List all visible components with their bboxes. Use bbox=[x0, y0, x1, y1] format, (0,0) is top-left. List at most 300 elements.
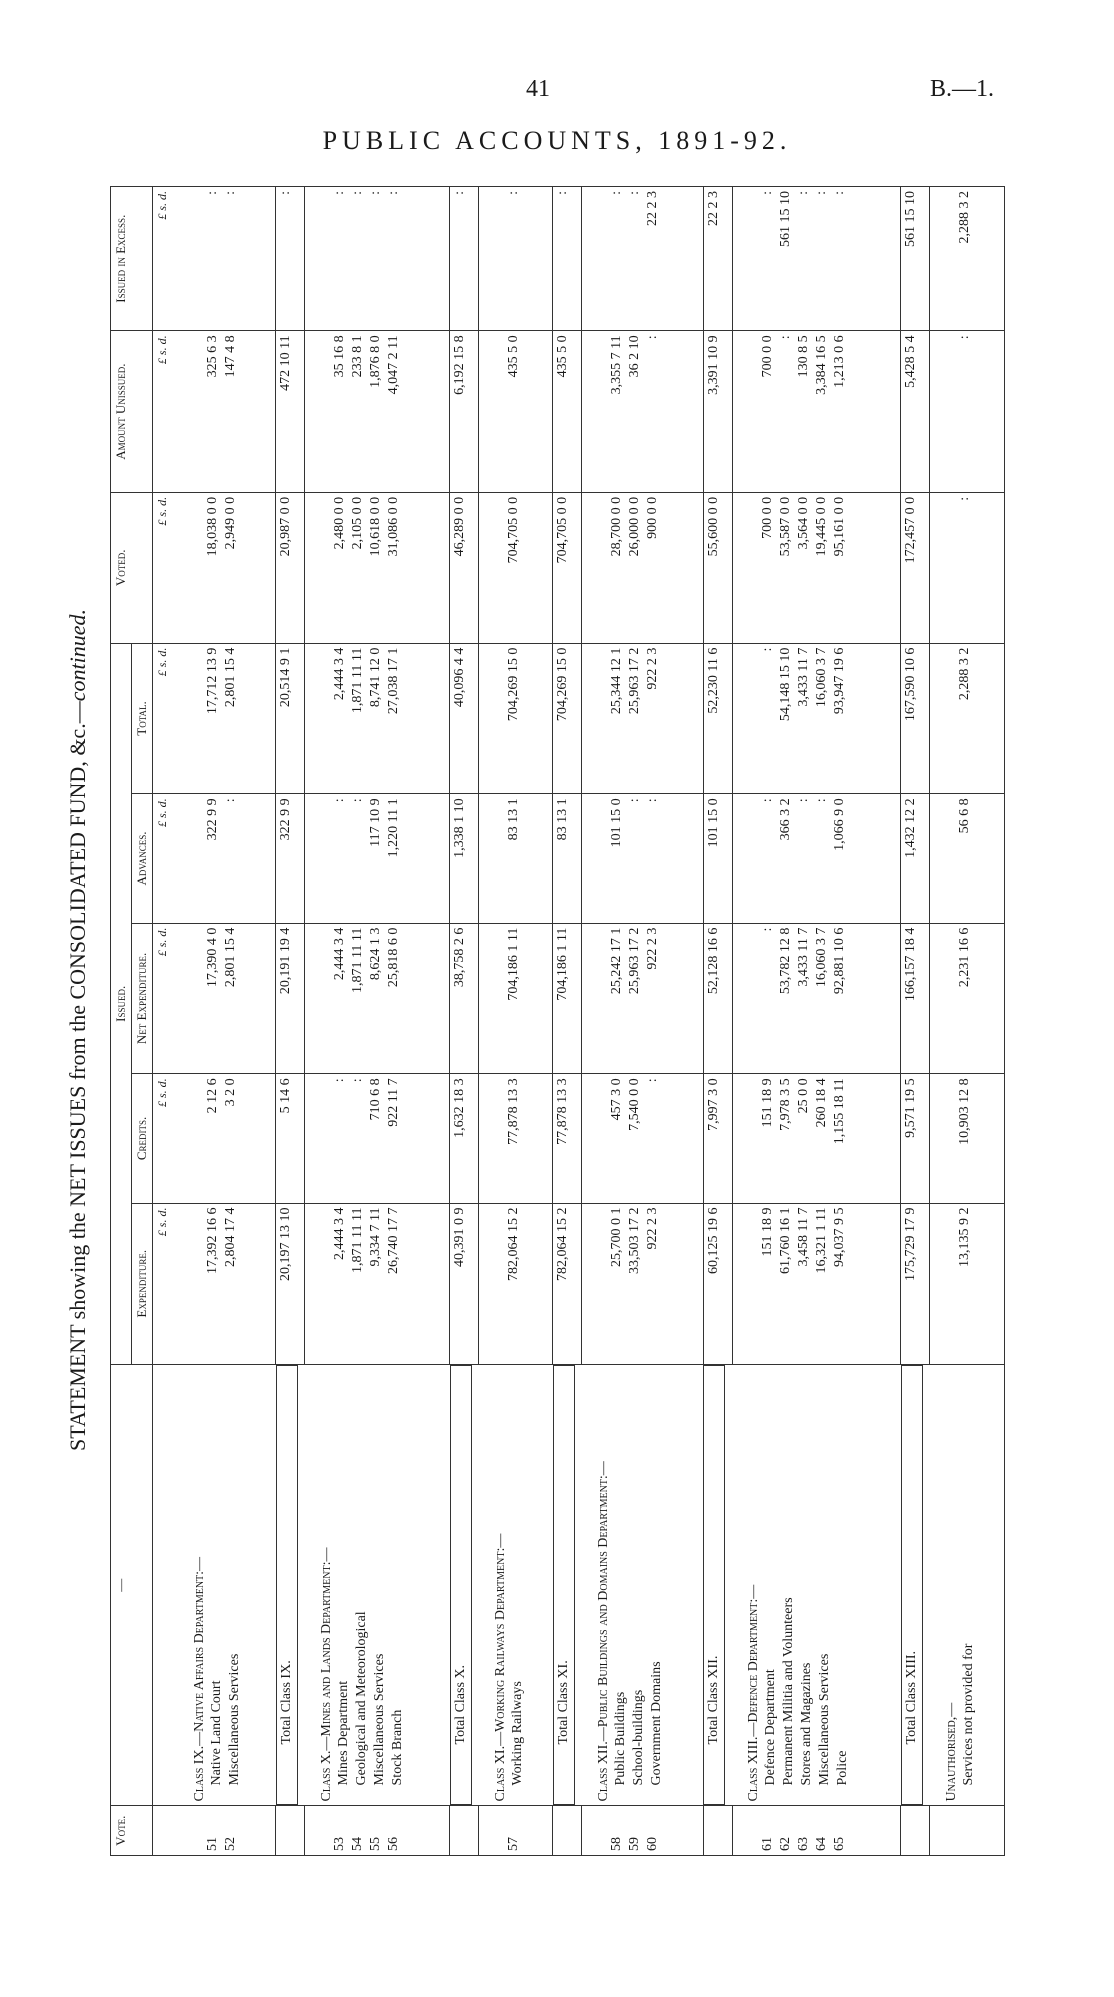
amount-cell-voted bbox=[479, 492, 553, 643]
col-issued: Issued. bbox=[111, 643, 132, 1364]
amount-total: 8,741 12 0 bbox=[368, 647, 384, 708]
item-label: Defence Department bbox=[763, 1669, 779, 1786]
amount-excess: : bbox=[350, 191, 366, 195]
desc-cell bbox=[930, 1365, 1005, 1806]
vote-cell bbox=[930, 1806, 1005, 1856]
amount-excess: 22 2 3 bbox=[645, 191, 661, 226]
amount-excess: : bbox=[332, 191, 348, 195]
total-net: 704,186 1 11 bbox=[553, 923, 582, 1074]
amount-excess: 2,288 3 2 bbox=[957, 191, 973, 244]
blank-line bbox=[186, 928, 204, 1070]
amount-total: 17,712 13 9 bbox=[205, 647, 221, 715]
amount-cred: 7,978 3 5 bbox=[777, 1078, 793, 1131]
blank-line bbox=[487, 1810, 505, 1851]
vote-cell bbox=[582, 1806, 703, 1856]
blank-line bbox=[487, 497, 505, 639]
vote-cell bbox=[305, 1806, 450, 1856]
amount-cell-unissued bbox=[732, 331, 901, 493]
amount-cell-unissued bbox=[479, 331, 553, 493]
amount-cell-cred bbox=[479, 1074, 553, 1203]
amount-voted: 19,445 0 0 bbox=[813, 496, 829, 557]
amount-adv: : bbox=[627, 798, 643, 803]
total-excess: : bbox=[450, 187, 479, 331]
amount-cell-exp bbox=[178, 1203, 276, 1365]
vote-number: 59 bbox=[627, 1837, 643, 1851]
blank-line bbox=[313, 1810, 331, 1851]
unauthorised-unissued bbox=[930, 331, 1005, 493]
blank-line bbox=[313, 1208, 331, 1361]
amount-adv: : bbox=[645, 798, 661, 803]
blank-line bbox=[938, 1078, 956, 1198]
total-total: 40,096 4 4 bbox=[450, 643, 479, 794]
amount-adv: 1,066 9 0 bbox=[831, 798, 847, 851]
amount-adv: : bbox=[813, 798, 829, 803]
amount-net: 3,433 11 7 bbox=[795, 927, 811, 987]
amount-cred: 260 18 4 bbox=[813, 1078, 829, 1128]
amount-adv: 83 13 1 bbox=[506, 798, 522, 841]
amount-excess: : bbox=[759, 191, 775, 195]
amount-cell-net bbox=[582, 923, 703, 1074]
amount-cell-exp bbox=[732, 1203, 901, 1365]
blank-line bbox=[741, 335, 759, 488]
amount-cred: 7,540 0 0 bbox=[627, 1078, 643, 1131]
total-cred: 77,878 13 3 bbox=[553, 1074, 582, 1203]
desc-cell bbox=[178, 1365, 276, 1806]
total-label: Total Class X. bbox=[450, 1365, 472, 1805]
amount-cell-voted bbox=[582, 492, 703, 643]
amount-cred: 3 2 0 bbox=[223, 1078, 239, 1107]
total-cred: 9,571 19 5 bbox=[901, 1074, 930, 1203]
statement-title bbox=[65, 220, 91, 1840]
amount-net: 25,242 17 1 bbox=[609, 927, 625, 995]
col-vote: Vote. bbox=[111, 1806, 153, 1856]
total-cred: 1,632 18 3 bbox=[450, 1074, 479, 1203]
amount-cell-excess bbox=[479, 187, 553, 331]
lsd-label: £ s. d. bbox=[153, 794, 179, 923]
amount-cell-total bbox=[582, 643, 703, 794]
blank-line bbox=[487, 1078, 505, 1198]
amount-exp: 25,700 0 1 bbox=[609, 1207, 625, 1268]
amount-cell-adv bbox=[732, 794, 901, 923]
amount-cell-exp bbox=[305, 1203, 450, 1365]
class-title: Class X.—Mines and Lands Department:— bbox=[318, 1547, 334, 1802]
blank-line bbox=[487, 798, 505, 918]
total-label: Total Class IX. bbox=[276, 1365, 298, 1805]
amount-cell-exp bbox=[582, 1203, 703, 1365]
blank-line bbox=[186, 1810, 204, 1851]
item-label: Permanent Militia and Volunteers bbox=[781, 1597, 797, 1786]
amount-cell-adv bbox=[479, 794, 553, 923]
unauthorised-adv bbox=[930, 794, 1005, 923]
amount-total: 27,038 17 1 bbox=[386, 647, 402, 715]
col-excess: Issued in Excess. bbox=[111, 187, 153, 331]
amount-voted: 3,564 0 0 bbox=[795, 496, 811, 550]
vote-number: 65 bbox=[831, 1837, 847, 1851]
vote-number: 58 bbox=[609, 1837, 625, 1851]
table-body bbox=[153, 187, 1005, 1856]
total-unissued: 5,428 5 4 bbox=[901, 331, 930, 493]
blank-line bbox=[313, 648, 331, 790]
col-voted: Voted. bbox=[111, 492, 153, 643]
amount-voted: 704,705 0 0 bbox=[506, 496, 522, 564]
class-group bbox=[582, 187, 703, 1856]
total-cred: 5 14 6 bbox=[276, 1074, 305, 1203]
blank-line bbox=[938, 335, 956, 488]
desc-cell bbox=[732, 1365, 901, 1806]
amount-exp: 782,064 15 2 bbox=[506, 1207, 522, 1282]
amount-net: 92,881 10 6 bbox=[831, 927, 847, 995]
amount-total: 25,963 17 2 bbox=[627, 647, 643, 715]
blank-line bbox=[313, 928, 331, 1070]
amount-unissued: : bbox=[777, 335, 793, 340]
blank-line bbox=[186, 335, 204, 488]
vote-cell bbox=[479, 1806, 553, 1856]
vote-number: 51 bbox=[205, 1837, 221, 1851]
amount-unissued: 700 0 0 bbox=[759, 335, 775, 378]
item-label: Native Land Court bbox=[209, 1680, 225, 1786]
vote-cell bbox=[450, 1806, 479, 1856]
amount-exp: 1,871 11 11 bbox=[350, 1207, 366, 1273]
page-code: B.—1. bbox=[930, 76, 995, 102]
vote-number: 57 bbox=[506, 1837, 522, 1851]
amount-cell-net bbox=[479, 923, 553, 1074]
total-adv: 322 9 9 bbox=[276, 794, 305, 923]
amount-cell-net bbox=[178, 923, 276, 1074]
total-exp: 782,064 15 2 bbox=[553, 1203, 582, 1365]
desc-cell bbox=[479, 1365, 553, 1806]
total-unissued: 3,391 10 9 bbox=[703, 331, 732, 493]
amount-cell-cred bbox=[582, 1074, 703, 1203]
blank-line bbox=[741, 497, 759, 639]
amount-adv: : bbox=[332, 798, 348, 803]
amount-exp: 16,321 1 11 bbox=[813, 1207, 829, 1274]
blank-line bbox=[938, 1208, 956, 1361]
blank-line bbox=[590, 648, 608, 790]
vote-number: 55 bbox=[368, 1837, 384, 1851]
amount-exp: 9,334 7 11 bbox=[368, 1207, 384, 1267]
amount-voted: 2,105 0 0 bbox=[350, 496, 366, 550]
total-exp: 60,125 19 6 bbox=[703, 1203, 732, 1365]
blank-line bbox=[938, 191, 956, 326]
amount-net: 2,444 3 4 bbox=[332, 927, 348, 981]
unauthorised-net bbox=[930, 923, 1005, 1074]
total-adv: 83 13 1 bbox=[553, 794, 582, 923]
lsd-row bbox=[153, 187, 179, 1856]
amount-voted: 2,949 0 0 bbox=[223, 496, 239, 550]
blank-line bbox=[186, 191, 204, 326]
amount-exp: 61,760 16 1 bbox=[777, 1207, 793, 1275]
amount-adv: 322 9 9 bbox=[205, 798, 221, 841]
amount-excess: : bbox=[627, 191, 643, 195]
blank-line bbox=[741, 1208, 759, 1361]
amount-exp: 3,458 11 7 bbox=[795, 1207, 811, 1267]
blank-line bbox=[186, 798, 204, 918]
amount-cred: 151 18 9 bbox=[759, 1078, 775, 1128]
lsd-label: £ s. d. bbox=[153, 643, 179, 794]
blank-line bbox=[487, 648, 505, 790]
class-group bbox=[732, 187, 901, 1856]
blank-line bbox=[186, 648, 204, 790]
blank-line bbox=[487, 191, 505, 326]
unauthorised-total bbox=[930, 643, 1005, 794]
total-total: 167,590 10 6 bbox=[901, 643, 930, 794]
amount-total: 1,871 11 11 bbox=[350, 647, 366, 714]
vote-number: 56 bbox=[386, 1837, 402, 1851]
amount-cell-total bbox=[178, 643, 276, 794]
amount-cred: 457 3 0 bbox=[609, 1078, 625, 1121]
amount-adv: : bbox=[350, 798, 366, 803]
total-adv: 101 15 0 bbox=[703, 794, 732, 923]
amount-cell-cred bbox=[732, 1074, 901, 1203]
amount-cell-unissued bbox=[178, 331, 276, 493]
unauthorised-voted bbox=[930, 492, 1005, 643]
vote-number: 54 bbox=[350, 1837, 366, 1851]
total-unissued: 435 5 0 bbox=[553, 331, 582, 493]
amount-net: 25,963 17 2 bbox=[627, 927, 643, 995]
amount-excess: : bbox=[795, 191, 811, 195]
class-title: Class IX.—Native Affairs Department:— bbox=[192, 1556, 208, 1802]
class-title: Class XIII.—Defence Department:— bbox=[746, 1584, 762, 1802]
item-label: Stock Branch bbox=[389, 1709, 405, 1786]
amount-net: 16,060 3 7 bbox=[813, 927, 829, 988]
amount-cred: 77,878 13 3 bbox=[506, 1078, 522, 1145]
amount-cell-voted bbox=[732, 492, 901, 643]
amount-excess: : bbox=[223, 191, 239, 195]
amount-exp: 151 18 9 bbox=[759, 1207, 775, 1257]
blank-line bbox=[313, 1078, 331, 1198]
total-excess: 22 2 3 bbox=[703, 187, 732, 331]
total-unissued: 6,192 15 8 bbox=[450, 331, 479, 493]
total-exp: 40,391 0 9 bbox=[450, 1203, 479, 1365]
total-net: 52,128 16 6 bbox=[703, 923, 732, 1074]
amount-adv: 101 15 0 bbox=[609, 798, 625, 848]
col-total: Total. bbox=[132, 643, 153, 794]
amount-adv: 56 6 8 bbox=[957, 798, 973, 834]
amount-total: 54,148 15 10 bbox=[777, 647, 793, 722]
vote-number: 60 bbox=[645, 1837, 661, 1851]
amount-adv: : bbox=[759, 798, 775, 803]
amount-cred: 2 12 6 bbox=[205, 1078, 221, 1114]
blank-line bbox=[590, 1208, 608, 1361]
amount-cred: 10,903 12 8 bbox=[957, 1078, 973, 1145]
item-label: School-buildings bbox=[630, 1689, 646, 1786]
amount-unissued: 35 16 8 bbox=[332, 335, 348, 378]
amount-exp: 2,804 17 4 bbox=[223, 1207, 239, 1268]
amount-excess: : bbox=[813, 191, 829, 195]
amount-cell-excess bbox=[582, 187, 703, 331]
lsd-label: £ s. d. bbox=[153, 923, 179, 1074]
amount-cell-adv bbox=[178, 794, 276, 923]
amount-voted: 28,700 0 0 bbox=[609, 496, 625, 557]
amount-voted: 53,587 0 0 bbox=[777, 496, 793, 557]
blank-line bbox=[938, 928, 956, 1070]
amount-unissued: 147 4 8 bbox=[223, 335, 239, 378]
blank-line bbox=[938, 497, 956, 639]
statement-continued: continued. bbox=[65, 609, 90, 702]
vote-number: 64 bbox=[813, 1837, 829, 1851]
blank-line bbox=[186, 497, 204, 639]
amount-cell-net bbox=[305, 923, 450, 1074]
total-adv: 1,338 1 10 bbox=[450, 794, 479, 923]
blank-line bbox=[590, 1810, 608, 1851]
total-net: 166,157 18 4 bbox=[901, 923, 930, 1074]
amount-unissued: 3,384 16 5 bbox=[813, 335, 829, 395]
item-label: Miscellaneous Services bbox=[817, 1653, 833, 1786]
total-label: Total Class XI. bbox=[553, 1365, 575, 1805]
item-label: Services not provided for bbox=[960, 1643, 976, 1786]
amount-total: 2,444 3 4 bbox=[332, 647, 348, 701]
amount-exp: 26,740 17 7 bbox=[386, 1207, 402, 1275]
total-label: Total Class XIII. bbox=[901, 1365, 923, 1805]
blank-line bbox=[741, 798, 759, 918]
desc-cell bbox=[305, 1365, 450, 1806]
item-label: Police bbox=[835, 1750, 851, 1786]
blank-line bbox=[313, 191, 331, 326]
blank-line bbox=[487, 335, 505, 488]
amount-cell-total bbox=[732, 643, 901, 794]
unauthorised-cred bbox=[930, 1074, 1005, 1203]
amount-cell-voted bbox=[305, 492, 450, 643]
amount-net: 8,624 1 3 bbox=[368, 927, 384, 981]
amount-net: 17,390 4 0 bbox=[205, 927, 221, 988]
blank-line bbox=[938, 648, 956, 790]
amount-voted: 18,038 0 0 bbox=[205, 496, 221, 557]
amount-excess: : bbox=[205, 191, 221, 195]
amount-exp: 922 2 3 bbox=[645, 1207, 661, 1250]
total-exp: 20,197 13 10 bbox=[276, 1203, 305, 1365]
class-group bbox=[178, 187, 276, 1856]
class-total-row bbox=[276, 187, 305, 1856]
col-net: Net Expenditure. bbox=[132, 923, 153, 1074]
blank-line bbox=[313, 497, 331, 639]
item-label: Mines Department bbox=[335, 1680, 351, 1786]
amount-voted: 900 0 0 bbox=[645, 496, 661, 539]
total-voted: 704,705 0 0 bbox=[553, 492, 582, 643]
blank-line bbox=[741, 648, 759, 790]
col-unissued: Amount Unissued. bbox=[111, 331, 153, 493]
amount-exp: 13,135 9 2 bbox=[957, 1207, 973, 1268]
amount-excess: : bbox=[386, 191, 402, 195]
amount-total: 704,269 15 0 bbox=[506, 647, 522, 722]
lsd-label: £ s. d. bbox=[153, 1074, 179, 1203]
amount-voted: 10,618 0 0 bbox=[368, 496, 384, 557]
amount-exp: 2,444 3 4 bbox=[332, 1207, 348, 1261]
blank-line bbox=[590, 191, 608, 326]
amount-unissued: : bbox=[957, 335, 973, 340]
amount-total: 922 2 3 bbox=[645, 647, 661, 690]
vote-cell bbox=[553, 1806, 582, 1856]
lsd-label: £ s. d. bbox=[153, 1203, 179, 1365]
amount-cell-adv bbox=[582, 794, 703, 923]
total-excess: : bbox=[553, 187, 582, 331]
total-cred: 7,997 3 0 bbox=[703, 1074, 732, 1203]
amount-cred: 1,155 18 11 bbox=[831, 1078, 847, 1145]
item-label: Geological and Meteorological bbox=[353, 1611, 369, 1786]
total-label: Total Class XII. bbox=[703, 1365, 725, 1805]
unauthorised-excess bbox=[930, 187, 1005, 331]
amount-adv: 366 3 2 bbox=[777, 798, 793, 841]
amount-cell-excess bbox=[305, 187, 450, 331]
amount-cell-total bbox=[479, 643, 553, 794]
class-total-row bbox=[703, 187, 732, 1856]
blank-line bbox=[590, 798, 608, 918]
vote-cell bbox=[732, 1806, 901, 1856]
amount-cell-exp bbox=[479, 1203, 553, 1365]
page-number: 41 bbox=[526, 76, 550, 102]
col-expenditure: Expenditure. bbox=[132, 1203, 153, 1365]
vote-number: 61 bbox=[759, 1837, 775, 1851]
amount-net: 704,186 1 11 bbox=[506, 927, 522, 1001]
amount-net: 2,231 16 6 bbox=[957, 927, 973, 988]
vote-number: 63 bbox=[795, 1837, 811, 1851]
amount-unissued: 3,355 7 11 bbox=[609, 335, 625, 395]
amount-adv: 117 10 9 bbox=[368, 798, 384, 847]
amount-total: 16,060 3 7 bbox=[813, 647, 829, 708]
amount-adv: : bbox=[795, 798, 811, 803]
col-credits: Credits. bbox=[132, 1074, 153, 1203]
total-adv: 1,432 12 2 bbox=[901, 794, 930, 923]
amount-voted: : bbox=[957, 496, 973, 501]
class-total-row bbox=[901, 187, 930, 1856]
amount-exp: 17,392 16 6 bbox=[205, 1207, 221, 1275]
amount-total: 93,947 19 6 bbox=[831, 647, 847, 715]
amount-total: 2,288 3 2 bbox=[957, 647, 973, 701]
blank-line bbox=[590, 1078, 608, 1198]
amount-cred: : bbox=[332, 1078, 348, 1083]
vote-cell bbox=[178, 1806, 276, 1856]
blank-line bbox=[590, 335, 608, 488]
amount-unissued: 130 8 5 bbox=[795, 335, 811, 378]
blank-line bbox=[313, 798, 331, 918]
item-label: Stores and Magazines bbox=[799, 1662, 815, 1786]
amount-cell-adv bbox=[305, 794, 450, 923]
amount-total: 3,433 11 7 bbox=[795, 647, 811, 707]
item-label: Government Domains bbox=[648, 1661, 664, 1786]
amount-net: 53,782 12 8 bbox=[777, 927, 793, 995]
amount-cred: : bbox=[350, 1078, 366, 1083]
class-title: Class XI.—Working Railways Department:— bbox=[492, 1533, 508, 1802]
amount-cell-unissued bbox=[582, 331, 703, 493]
statement-main: STATEMENT showing the NET ISSUES from the CONSOLIDATED FUND, &c.— bbox=[65, 701, 90, 1451]
amount-cell-unissued bbox=[305, 331, 450, 493]
blank-line bbox=[590, 497, 608, 639]
total-total: 52,230 11 6 bbox=[703, 643, 732, 794]
amount-cell-excess bbox=[732, 187, 901, 331]
amount-voted: 26,000 0 0 bbox=[627, 496, 643, 557]
blank-line bbox=[590, 928, 608, 1070]
total-net: 20,191 19 4 bbox=[276, 923, 305, 1074]
total-unissued: 472 10 11 bbox=[276, 331, 305, 493]
total-total: 704,269 15 0 bbox=[553, 643, 582, 794]
amount-cred: 25 0 0 bbox=[795, 1078, 811, 1114]
blank-line bbox=[741, 928, 759, 1070]
item-label: Working Railways bbox=[509, 1681, 525, 1786]
amount-cred: 922 11 7 bbox=[386, 1078, 402, 1127]
amount-excess: : bbox=[506, 191, 522, 195]
total-total: 20,514 9 1 bbox=[276, 643, 305, 794]
amount-cred: : bbox=[645, 1078, 661, 1083]
blank-line bbox=[938, 798, 956, 918]
amount-voted: 31,086 0 0 bbox=[386, 496, 402, 557]
amount-net: : bbox=[759, 927, 775, 932]
total-voted: 20,987 0 0 bbox=[276, 492, 305, 643]
item-label: Public Buildings bbox=[612, 1691, 628, 1786]
total-excess: 561 15 10 bbox=[901, 187, 930, 331]
vote-number: 52 bbox=[223, 1837, 239, 1851]
vote-cell bbox=[276, 1806, 305, 1856]
unauthorised-exp bbox=[930, 1203, 1005, 1365]
amount-cell-cred bbox=[305, 1074, 450, 1203]
